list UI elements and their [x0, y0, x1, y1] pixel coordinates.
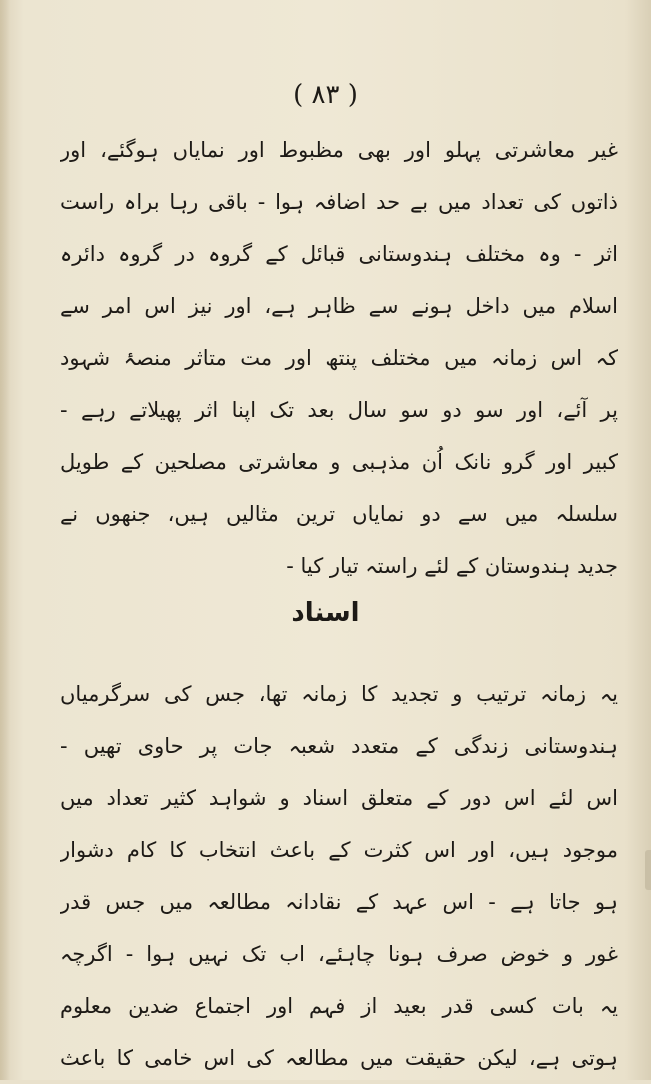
text-line: جدید ہندوستان کے لئے راستہ تیار کیا - — [286, 554, 618, 578]
text-line: کہ اس زمانہ میں مختلف پنتھ اور مت متاثر منصۂ شہود — [60, 346, 618, 370]
text-line: پر آئے، اور سو دو سو سال بعد تک اپنا اثر پھیلاتے رہے - — [60, 398, 618, 422]
text-line: غیر معاشرتی پہلو اور بھی مظبوط اور نمایاں ہوگئے، اور — [60, 138, 618, 162]
text-line: یہ زمانہ ترتیب و تجدید کا زمانہ تھا، جس کی سرگرمیاں — [60, 682, 618, 706]
paragraph-2 — [60, 668, 618, 1084]
text-line: اسلام میں داخل ہونے سے ظاہر ہے، اور نیز اس امر سے — [60, 294, 618, 318]
page-number: ( ٨٣ ) — [293, 80, 358, 110]
text-line: ہندوستانی زندگی کے متعدد شعبہ جات پر حاوی تھیں - — [60, 734, 618, 758]
text-line: موجود ہیں، اور اس کثرت کے باعث انتخاب کا کام دشوار — [60, 838, 618, 862]
text-line: ہوتی ہے، لیکن حقیقت میں مطالعہ کی اس خامی کا باعث — [60, 1046, 618, 1070]
text-line: کبیر اور گرو نانک اُن مذہبی و معاشرتی مصلحین کے طویل — [60, 450, 618, 474]
text-line: غور و خوض صرف ہونا چاہئے، اب تک نہیں ہوا - اگرچہ — [60, 942, 618, 966]
section-heading: اسناد — [291, 598, 360, 628]
text-line: ہو جاتا ہے - اس عہد کے نقادانہ مطالعہ میں جس قدر — [60, 890, 618, 914]
text-line: یہ بات کسی قدر بعید از فہم اور اجتماع ضدین معلوم — [60, 994, 618, 1018]
text-line: اس لئے اس دور کے متعلق اسناد و شواہد کثیر تعداد میں — [60, 786, 618, 810]
page-edge-mark — [645, 850, 651, 890]
text-line: ذاتوں کی تعداد میں بے حد اضافہ ہوا - باقی رہا براہ راست — [60, 190, 618, 214]
paragraph-1 — [60, 124, 618, 592]
text-line: اثر - وہ مختلف ہندوستانی قبائل کے گروہ در گروہ دائرہ — [60, 242, 618, 266]
page-spine-shadow — [0, 0, 10, 1080]
text-line: سلسلہ میں سے دو نمایاں ترین مثالیں ہیں، جنھوں نے — [60, 502, 618, 526]
